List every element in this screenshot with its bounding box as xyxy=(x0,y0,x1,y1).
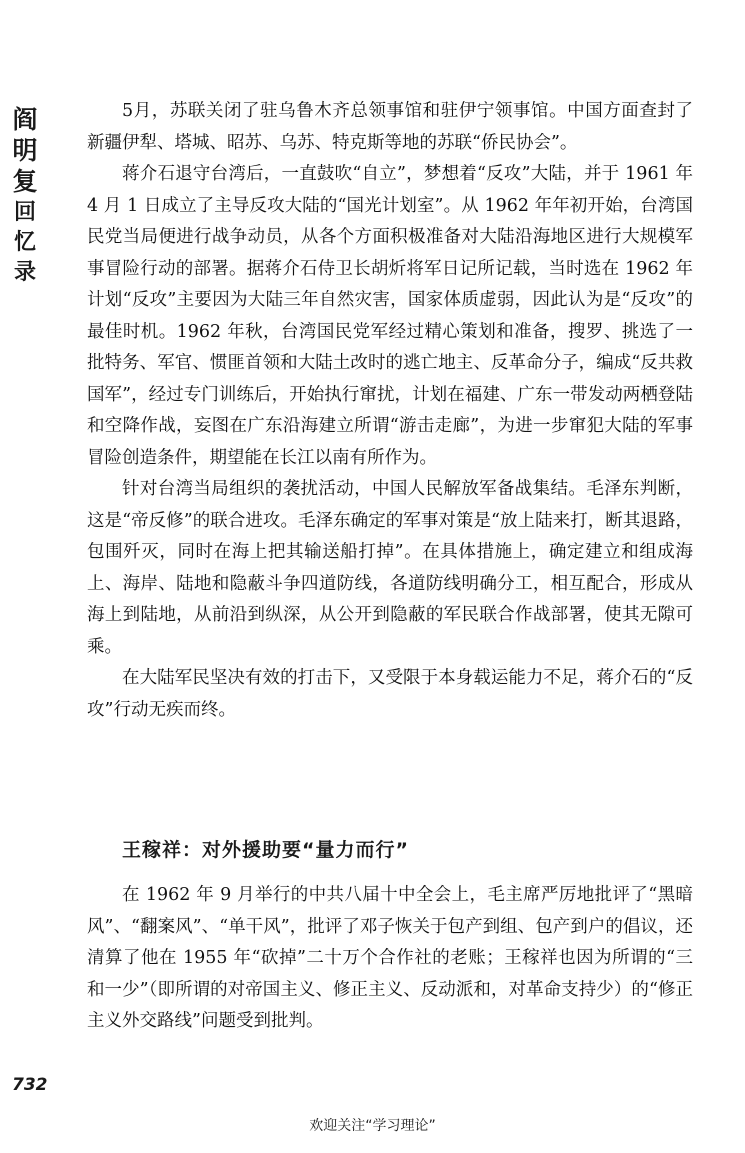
section-body-text xyxy=(87,880,693,1038)
footer-note: 欢迎关注“学习理论” xyxy=(309,1118,436,1134)
book-title-char-1: 阎 xyxy=(12,105,38,134)
paragraph: 5月，苏联关闭了驻乌鲁木齐总领事馆和驻伊宁领事馆。中国方面查封了新疆伊犁、塔城、昭苏、乌苏、特克斯等地的苏联“侨民协会”。 xyxy=(87,101,693,153)
book-subtitle-char-1: 回 xyxy=(13,200,36,225)
book-subtitle-char-2: 忆 xyxy=(13,230,36,255)
paragraph: 蒋介石退守台湾后，一直鼓吹“自立”，梦想着“反攻”大陆，并于 1961 年 4 月 1 日成立了主导反攻大陆的“国光计划室”。从 1962 年年初开始，台湾国民党当局便进行战争动员，从各个方面积极准备对大陆沿海地区进行大规模军事冒险行动的部署。据蒋介石侍卫长胡炘将军日记所记载，当时选在 1962 年计划“反攻”主要因为大陆三年自然灾害，国家体质虚弱，因此认为是“反攻”的最佳时机。1962 年秋，台湾国民党军经过精心策划和准备，搜罗、挑选了一批特务、军官、惯匪首领和大陆土改时的逃亡地主、反革命分子，编成“反共救国军”，经过专门训练后，开始执行窜扰，计划在福建、广东一带发动两栖登陆和空降作战，妄图在广东沿海建立所谓“游击走廊”，为进一步窜犯大陆的军事冒险创造条件，期望能在长江以南有所作为。 xyxy=(87,164,693,468)
paragraph: 在 1962 年 9 月举行的中共八届十中全会上，毛主席严厉地批评了“黑暗风”、“翻案风”、“单干风”，批评了邓子恢关于包产到组、包产到户的倡议，还清算了他在 1955 年“砍掉”二十万个合作社的老账；王稼祥也因为所谓的“三和一少”（即所谓的对帝国主义、修正主义、反动派和，对革命支持少）的“修正主义外交路线”问题受到批判。 xyxy=(87,885,693,1031)
paragraph: 针对台湾当局组织的袭扰活动，中国人民解放军备战集结。毛泽东判断，这是“帝反修”的联合进攻。毛泽东确定的军事对策是“放上陆来打，断其退路，包围歼灭，同时在海上把其输送船打掉”。在具体措施上，确定建立和组成海上、海岸、陆地和隐蔽斗争四道防线，各道防线明确分工，相互配合，形成从海上到陆地，从前沿到纵深，从公开到隐蔽的军民联合作战部署，使其无隙可乘。 xyxy=(87,479,693,657)
book-subtitle-char-3: 录 xyxy=(13,260,36,285)
book-title-char-2: 明 xyxy=(12,136,38,165)
page-number: 732 xyxy=(12,1075,48,1095)
main-body-text xyxy=(87,96,693,726)
book-title-char-3: 复 xyxy=(12,167,38,196)
section-heading: 王稼祥：对外援助要“量力而行” xyxy=(122,839,409,861)
book-title-vertical xyxy=(6,104,44,287)
paragraph: 在大陆军民坚决有效的打击下，又受限于本身载运能力不足，蒋介石的“反攻”行动无疾而终。 xyxy=(87,668,693,720)
